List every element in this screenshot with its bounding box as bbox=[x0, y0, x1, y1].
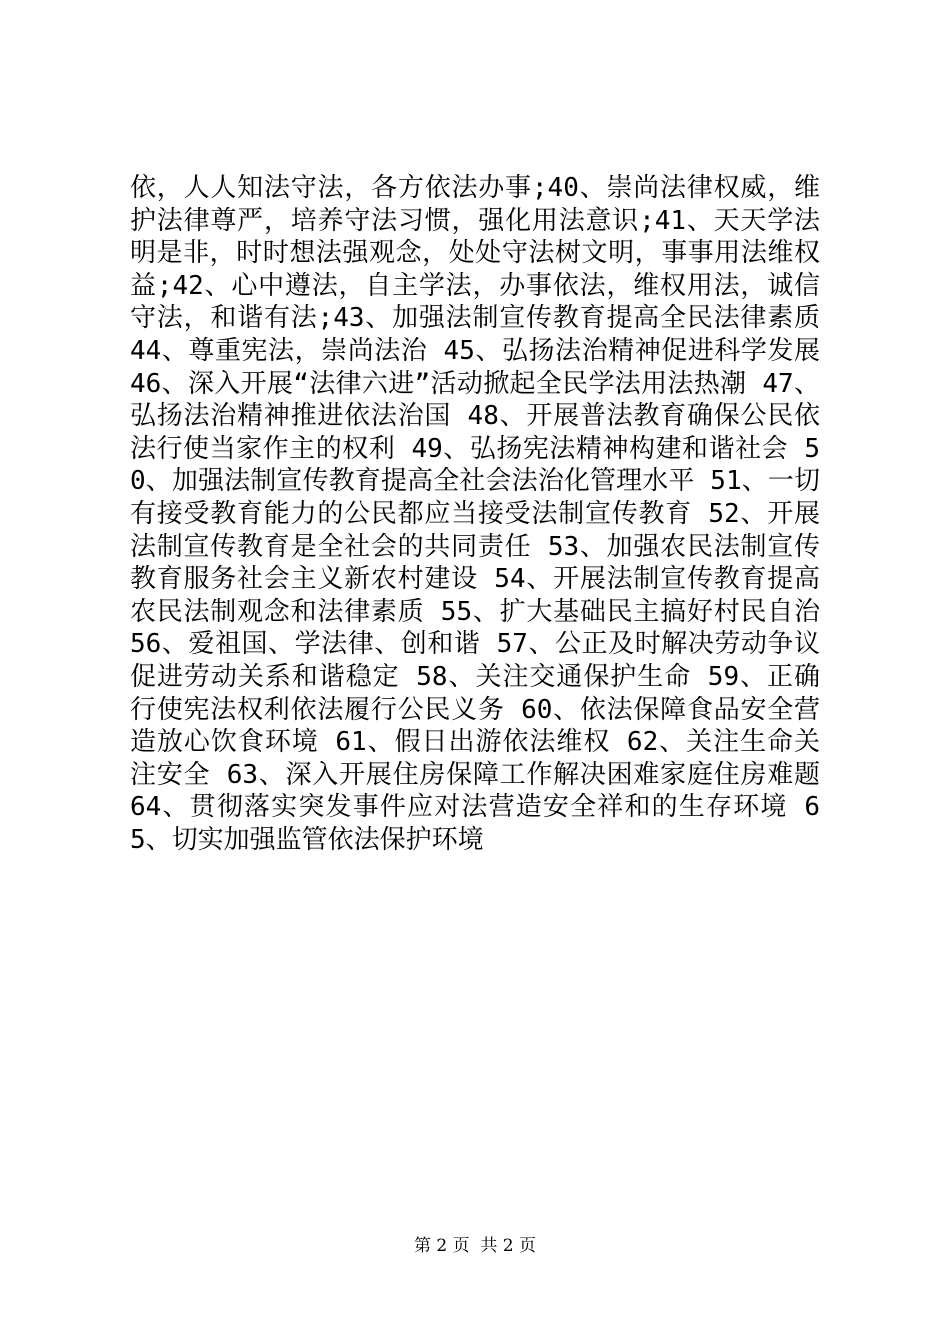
page-footer: 第 2 页 共 2 页 bbox=[413, 1236, 537, 1256]
body-paragraph: 依，人人知法守法，各方依法办事;40、崇尚法律权威，维护法律尊严，培养守法习惯，强化用法意识;41、天天学法明是非，时时想法强观念，处处守法树文明，事事用法维权益;42、心中遵法，自主学法，办事依法，维权用法，诚信守法，和谐有法;43、加强法制宣传教育提高全民法律素质 44、尊重宪法，崇尚法治 45、弘扬法治精神促进科学发展 46、深入开展“法律六进”活动掀起全民学法用法热潮 47、弘扬法治精神推进依法治国 48、开展普法教育确保公民依法行使当家作主的权利 49、弘扬宪法精神构建和谐社会 50、加强法制宣传教育提高全社会法治化管理水平 51、一切有接受教育能力的公民都应当接受法制宣传教育 52、开展法制宣传教育是全社会的共同责任 53、加强农民法制宣传教育服务社会主义新农村建设 54、开展法制宣传教育提高农民法制观念和法律素质 55、扩大基础民主搞好村民自治 56、爱祖国、学法律、创和谐 57、公正及时解决劳动争议促进劳动关系和谐稳定 58、关注交通保护生命 59、正确行使宪法权利依法履行公民义务 60、依法保障食品安全营造放心饮食环境 61、假日出游依法维权 62、关注生命关注安全 63、深入开展住房保障工作解决困难家庭住房难题 64、贯彻落实突发事件应对法营造安全祥和的生存环境 65、切实加强监管依法保护环境 bbox=[130, 173, 820, 855]
